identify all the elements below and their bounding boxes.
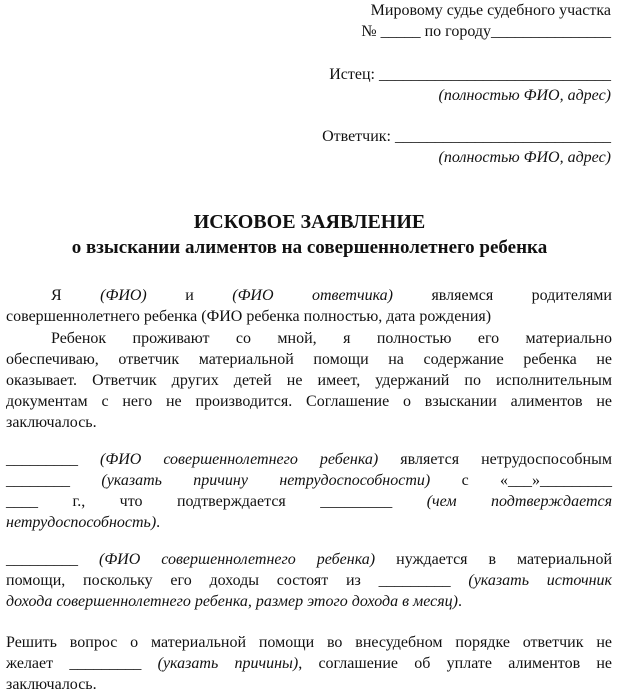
defendant-hint: (полностью ФИО, адрес) bbox=[438, 149, 611, 166]
p4-source: (указать источник bbox=[468, 572, 613, 589]
p2-line2: обеспечиваю, ответчик материальной помощи на содержание ребенка не bbox=[6, 351, 612, 368]
p3-blank1: _________ bbox=[6, 451, 78, 468]
p5-tail: , соглашение об уплате алиментов не bbox=[298, 655, 613, 672]
p1-line2: совершеннолетнего ребенка (ФИО ребенка полностью, дата рождения) bbox=[6, 308, 492, 325]
p4-period: . bbox=[458, 593, 462, 610]
p3-line2 bbox=[6, 472, 612, 490]
p4-line1 bbox=[6, 551, 612, 569]
p4-line3-text: дохода совершеннолетнего ребенка, размер этого дохода в месяц) bbox=[6, 593, 458, 610]
defendant-blank: ___________________________ bbox=[395, 128, 611, 145]
p3-confirmed: что подтверждается bbox=[119, 493, 286, 510]
p4-blank1: _________ bbox=[6, 551, 78, 568]
p3-year: г., bbox=[72, 493, 86, 510]
defendant-label: Ответчик: bbox=[322, 128, 395, 145]
p3-blank4: _________ bbox=[320, 493, 393, 510]
plaintiff-blank: _____________________________ bbox=[379, 66, 611, 83]
p1-tail: являемся родителями bbox=[431, 287, 612, 304]
p3-fio-adult: (ФИО совершеннолетнего ребенка) bbox=[100, 451, 379, 468]
p5-line2 bbox=[6, 655, 612, 673]
p4-line2-text: помощи, поскольку его доходы состоят из bbox=[6, 572, 361, 589]
document-title: ИСКОВОЕ ЗАЯВЛЕНИЕ bbox=[193, 211, 426, 233]
p4-text1: нуждается в материальной bbox=[396, 551, 613, 568]
p3-line4-text: нетрудоспособность) bbox=[6, 514, 157, 531]
p3-line1 bbox=[6, 451, 612, 469]
p3-since: с «___»_________ bbox=[461, 472, 613, 489]
p1-and: и bbox=[185, 287, 194, 304]
p3-what: (чем подтверждается bbox=[426, 493, 613, 510]
p1-ya: Я bbox=[51, 287, 62, 304]
p3-text1: является нетрудоспособным bbox=[400, 451, 612, 468]
p2-line1: Ребенок проживают со мной, я полностью его материально bbox=[51, 330, 612, 347]
plaintiff-hint: (полностью ФИО, адрес) bbox=[438, 87, 611, 104]
p5-blank: _________ bbox=[69, 655, 142, 672]
p3-blank3: ____ bbox=[6, 493, 38, 510]
p5-wants: желает bbox=[6, 655, 54, 672]
p5-line3: заключалось. bbox=[6, 676, 97, 693]
p2-line3: оказывает. Ответчик других детей не имеет, удержаний по исполнительным bbox=[6, 372, 612, 389]
p2-line5: заключалось. bbox=[6, 414, 97, 431]
plaintiff-label: Истец: bbox=[329, 66, 379, 83]
p1-fio: (ФИО) bbox=[100, 287, 147, 304]
p5-reasons: (указать причины) bbox=[157, 655, 299, 672]
defendant-line bbox=[322, 128, 611, 146]
p4-line3 bbox=[6, 593, 462, 611]
p3-line4 bbox=[6, 514, 160, 532]
plaintiff-line bbox=[329, 66, 611, 84]
court-number-line: № _____ по городу_______________ bbox=[361, 23, 611, 40]
p4-blank2: _________ bbox=[378, 572, 451, 589]
p3-reason: (указать причину нетрудоспособности) bbox=[101, 472, 431, 489]
p4-fio-adult: (ФИО совершеннолетнего ребенка) bbox=[98, 551, 376, 568]
p4-line2 bbox=[6, 572, 612, 590]
p5-line1: Решить вопрос о материальной помощи во внесудебном порядке ответчик не bbox=[6, 634, 612, 651]
p1-fio-defendant: (ФИО ответчика) bbox=[232, 287, 393, 304]
addressee-line: Мировому судье судебного участка bbox=[370, 2, 611, 19]
p2-line4: документам с него не производится. Соглашение о взыскании алиментов не bbox=[6, 393, 612, 410]
p3-blank2: ________ bbox=[6, 472, 70, 489]
p3-period: . bbox=[156, 514, 161, 531]
document-subtitle: о взыскании алиментов на совершеннолетнего ребенка bbox=[71, 237, 548, 258]
p3-line3 bbox=[6, 493, 612, 511]
p1-line1 bbox=[6, 287, 612, 305]
